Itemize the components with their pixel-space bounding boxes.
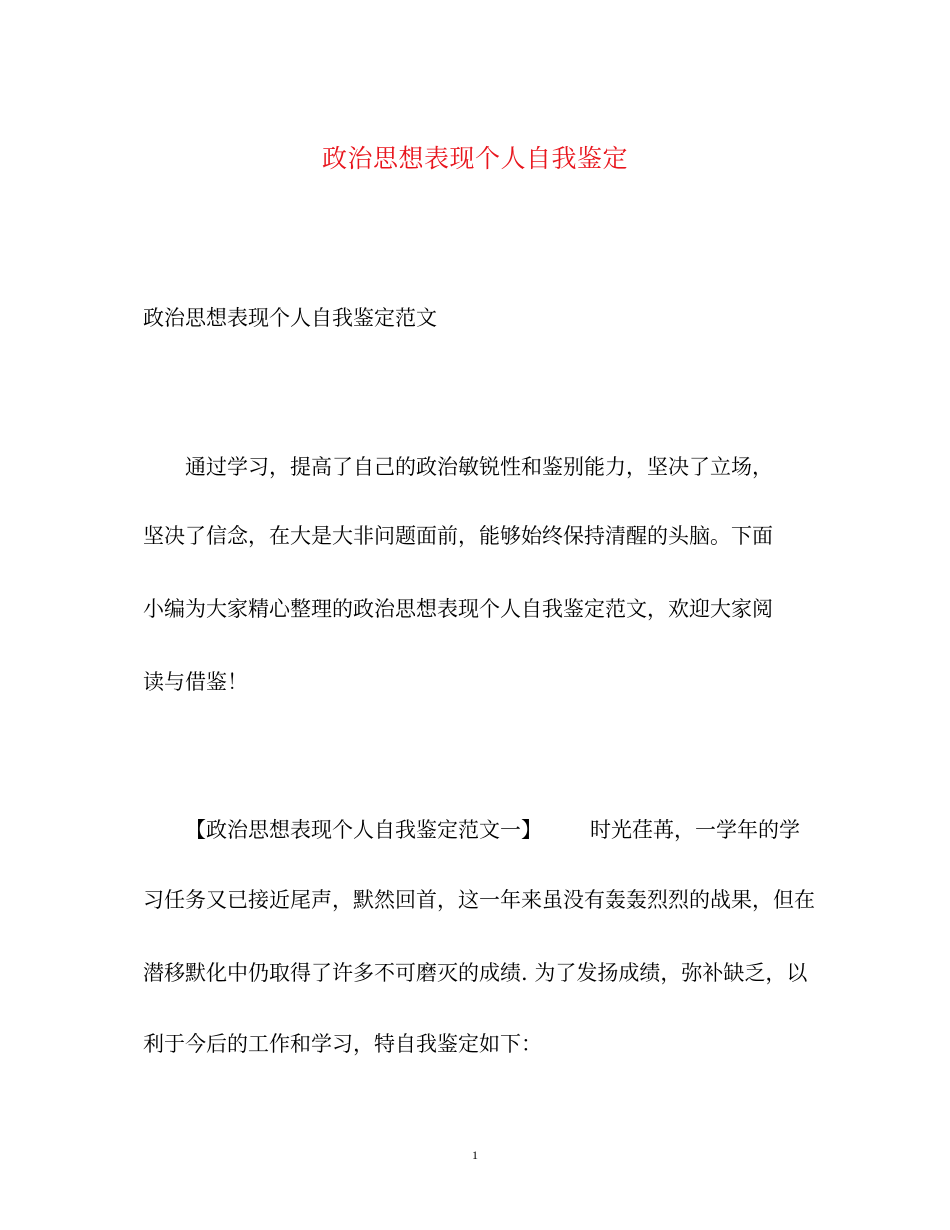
section-paragraph-line-4: 利于今后的工作和学习，特自我鉴定如下： [143, 1032, 542, 1056]
intro-paragraph-line-3: 小编为大家精心整理的政治思想表现个人自我鉴定范文，欢迎大家阅 [143, 597, 773, 621]
document-title: 政治思想表现个人自我鉴定 [321, 144, 628, 173]
intro-paragraph-line-1: 通过学习，提高了自己的政治敏锐性和鉴别能力，坚决了立场， [185, 455, 773, 479]
page-number: 1 [472, 1148, 478, 1162]
section-paragraph-line-3: 潜移默化中仍取得了许多不可磨灭的成绩. 为了发扬成绩，弥补缺乏，以 [143, 961, 808, 985]
document-subtitle: 政治思想表现个人自我鉴定范文 [143, 306, 437, 330]
intro-paragraph-line-4: 读与借鉴！ [143, 670, 248, 694]
section-first-line [185, 815, 865, 845]
section-opening-text: 时光荏苒，一学年的学 [590, 818, 800, 842]
intro-paragraph-line-2: 坚决了信念，在大是大非问题面前，能够始终保持清醒的头脑。下面 [143, 524, 773, 548]
section-heading: 【政治思想表现个人自我鉴定范文一】 [185, 818, 542, 842]
section-paragraph-line-2: 习任务又已接近尾声，默然回首，这一年来虽没有轰轰烈烈的战果，但在 [143, 888, 815, 912]
